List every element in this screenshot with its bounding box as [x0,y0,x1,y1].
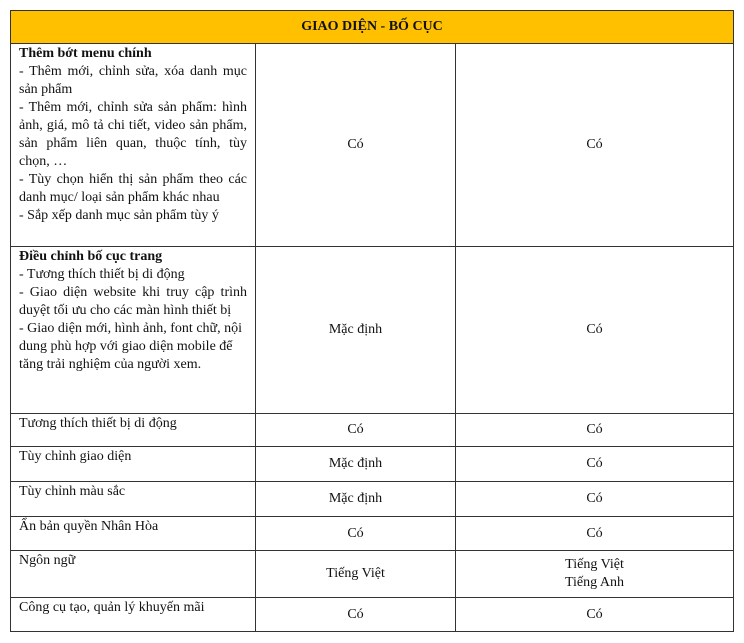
value-cell: Có [256,44,456,247]
table-row [11,551,734,598]
value-cell: Có [456,447,734,482]
value-cell: Có [456,44,734,247]
value-cell: Mặc định [256,247,456,414]
feature-line: - Thêm mới, chỉnh sửa sản phẩm: hình ảnh, giá, mô tả chi tiết, video sản phẩm, sản phẩm liên quan, thuộc tính, tùy chọn, … [19,100,247,169]
table-row [11,447,734,482]
value-cell: Có [456,517,734,551]
value-cell: Có [456,598,734,632]
feature-cell [11,44,256,247]
feature-cell: Tùy chỉnh màu sắc [11,482,256,517]
table-row [11,44,734,247]
value-cell [456,551,734,598]
value-cell: Có [456,482,734,517]
value-cell: Có [256,598,456,632]
table-row [11,482,734,517]
feature-line: - Sắp xếp danh mục sản phẩm tùy ý [19,208,219,223]
feature-cell: Ngôn ngữ [11,551,256,598]
table-row [11,517,734,551]
value-cell: Có [456,414,734,447]
feature-line: - Giao diện website khi truy cập trình duyệt tối ưu cho các màn hình thiết bị [19,285,247,318]
feature-cell: Tương thích thiết bị di động [11,414,256,447]
header-row [11,11,734,44]
value-cell: Mặc định [256,447,456,482]
feature-line: - Giao diện mới, hình ảnh, font chữ, nội dung phù hợp với giao diện mobile để tăng trải nghiệm của người xem. [19,321,243,372]
value-cell: Tiếng Việt [256,551,456,598]
table-row [11,598,734,632]
value-cell: Có [456,247,734,414]
feature-cell: Ẩn bản quyền Nhân Hòa [11,517,256,551]
value-cell: Có [256,517,456,551]
feature-line: - Tương thích thiết bị di động [19,267,185,282]
value-cell: Mặc định [256,482,456,517]
language-option: Tiếng Việt [565,557,624,572]
table-row [11,247,734,414]
language-option: Tiếng Anh [564,575,624,590]
table-title: GIAO DIỆN - BỐ CỤC [11,11,734,44]
value-cell: Có [256,414,456,447]
feature-heading: Điều chỉnh bố cục trang [19,249,163,264]
feature-table [10,10,734,632]
table-row [11,414,734,447]
feature-cell: Công cụ tạo, quản lý khuyến mãi [11,598,256,632]
feature-cell: Tùy chỉnh giao diện [11,447,256,482]
feature-cell [11,247,256,414]
feature-line: - Thêm mới, chỉnh sửa, xóa danh mục sản phẩm [19,64,247,97]
feature-line: - Tùy chọn hiển thị sản phẩm theo các danh mục/ loại sản phẩm khác nhau [19,172,247,205]
feature-heading: Thêm bớt menu chính [19,46,152,61]
